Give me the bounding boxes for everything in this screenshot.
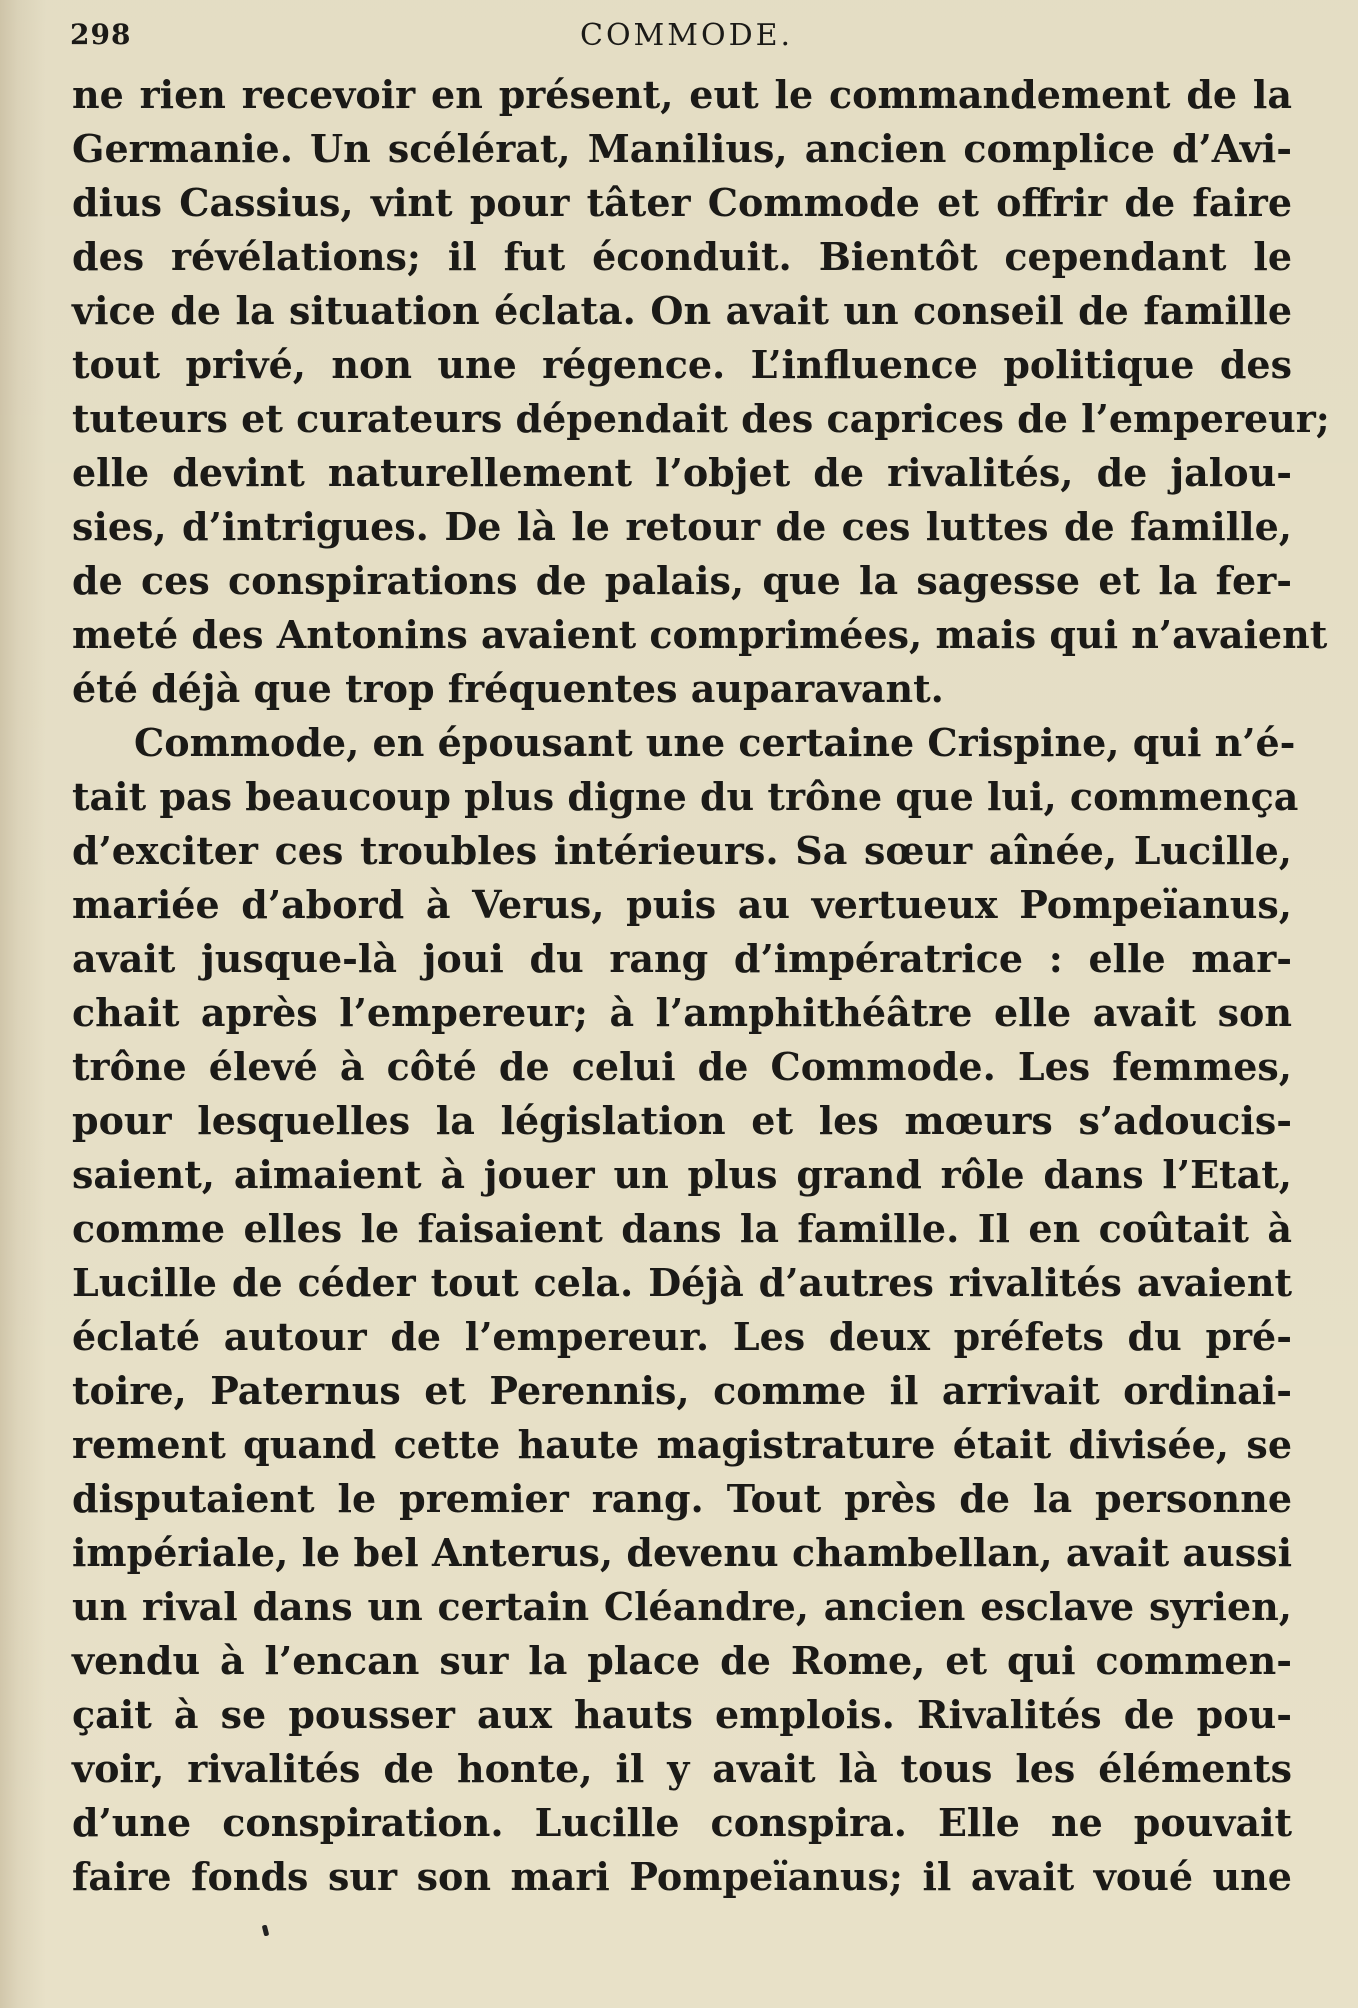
text-line: vendu à l’encan sur la place de Rome, et qui commen-	[72, 1638, 1292, 1683]
text-line: ne rien recevoir en présent, eut le commandement de la	[72, 72, 1292, 117]
text-line: d’une conspiration. Lucille conspira. Elle ne pouvait	[72, 1800, 1292, 1845]
ink-speck	[262, 1925, 270, 1937]
page-header	[0, 18, 1358, 62]
text-line: des révélations; il fut éconduit. Bientôt cependant le	[72, 234, 1292, 279]
text-line: été déjà que trop fréquentes auparavant.	[72, 666, 944, 711]
text-line: toire, Paternus et Perennis, comme il arrivait ordinai-	[72, 1368, 1292, 1413]
text-line: comme elles le faisaient dans la famille. Il en coûtait à	[72, 1206, 1292, 1251]
text-line: pour lesquelles la législation et les mœurs s’adoucis-	[72, 1098, 1292, 1143]
text-line: vice de la situation éclata. On avait un conseil de famille	[72, 288, 1292, 333]
running-title: COMMODE.	[580, 18, 794, 53]
text-line: disputaient le premier rang. Tout près de la personne	[72, 1476, 1292, 1521]
text-line: tout privé, non une régence. L’influence politique des	[72, 342, 1292, 387]
paragraph-1	[72, 68, 1330, 716]
text-line: meté des Antonins avaient comprimées, mais qui n’avaient	[72, 612, 1328, 657]
text-line: éclaté autour de l’empereur. Les deux préfets du pré-	[72, 1314, 1292, 1359]
text-line: de ces conspirations de palais, que la sagesse et la fer-	[72, 558, 1292, 603]
page-number: 298	[70, 18, 132, 51]
text-line: mariée d’abord à Verus, puis au vertueux Pompeïanus,	[72, 882, 1292, 927]
text-line: Lucille de céder tout cela. Déjà d’autres rivalités avaient	[72, 1260, 1292, 1305]
text-line: faire fonds sur son mari Pompeïanus; il avait voué une	[72, 1854, 1292, 1899]
text-line: chait après l’empereur; à l’amphithéâtre elle avait son	[72, 990, 1292, 1035]
text-line: Commode, en épousant une certaine Crispine, qui n’é-	[134, 720, 1296, 765]
text-line: elle devint naturellement l’objet de rivalités, de jalou-	[72, 450, 1292, 495]
text-line: impériale, le bel Anterus, devenu chambellan, avait aussi	[72, 1530, 1292, 1575]
text-line: Germanie. Un scélérat, Manilius, ancien complice d’Avi-	[72, 126, 1292, 171]
text-line: sies, d’intrigues. De là le retour de ces luttes de famille,	[72, 504, 1292, 549]
text-line: tuteurs et curateurs dépendait des caprices de l’empereur;	[72, 396, 1330, 441]
text-line: voir, rivalités de honte, il y avait là tous les éléments	[72, 1746, 1292, 1791]
text-line: trône élevé à côté de celui de Commode. Les femmes,	[72, 1044, 1292, 1089]
text-line: tait pas beaucoup plus digne du trône que lui, commença	[72, 774, 1299, 819]
text-line: dius Cassius, vint pour tâter Commode et offrir de faire	[72, 180, 1292, 225]
paragraph-2	[72, 716, 1299, 1904]
page-body	[72, 68, 1330, 1904]
text-line: çait à se pousser aux hauts emplois. Rivalités de pou-	[72, 1692, 1292, 1737]
text-line: d’exciter ces troubles intérieurs. Sa sœur aînée, Lucille,	[72, 828, 1292, 873]
text-line: rement quand cette haute magistrature était divisée, se	[72, 1422, 1292, 1467]
text-line: saient, aimaient à jouer un plus grand rôle dans l’Etat,	[72, 1152, 1292, 1197]
text-line: un rival dans un certain Cléandre, ancien esclave syrien,	[72, 1584, 1292, 1629]
text-line: avait jusque-là joui du rang d’impératrice : elle mar-	[72, 936, 1292, 981]
